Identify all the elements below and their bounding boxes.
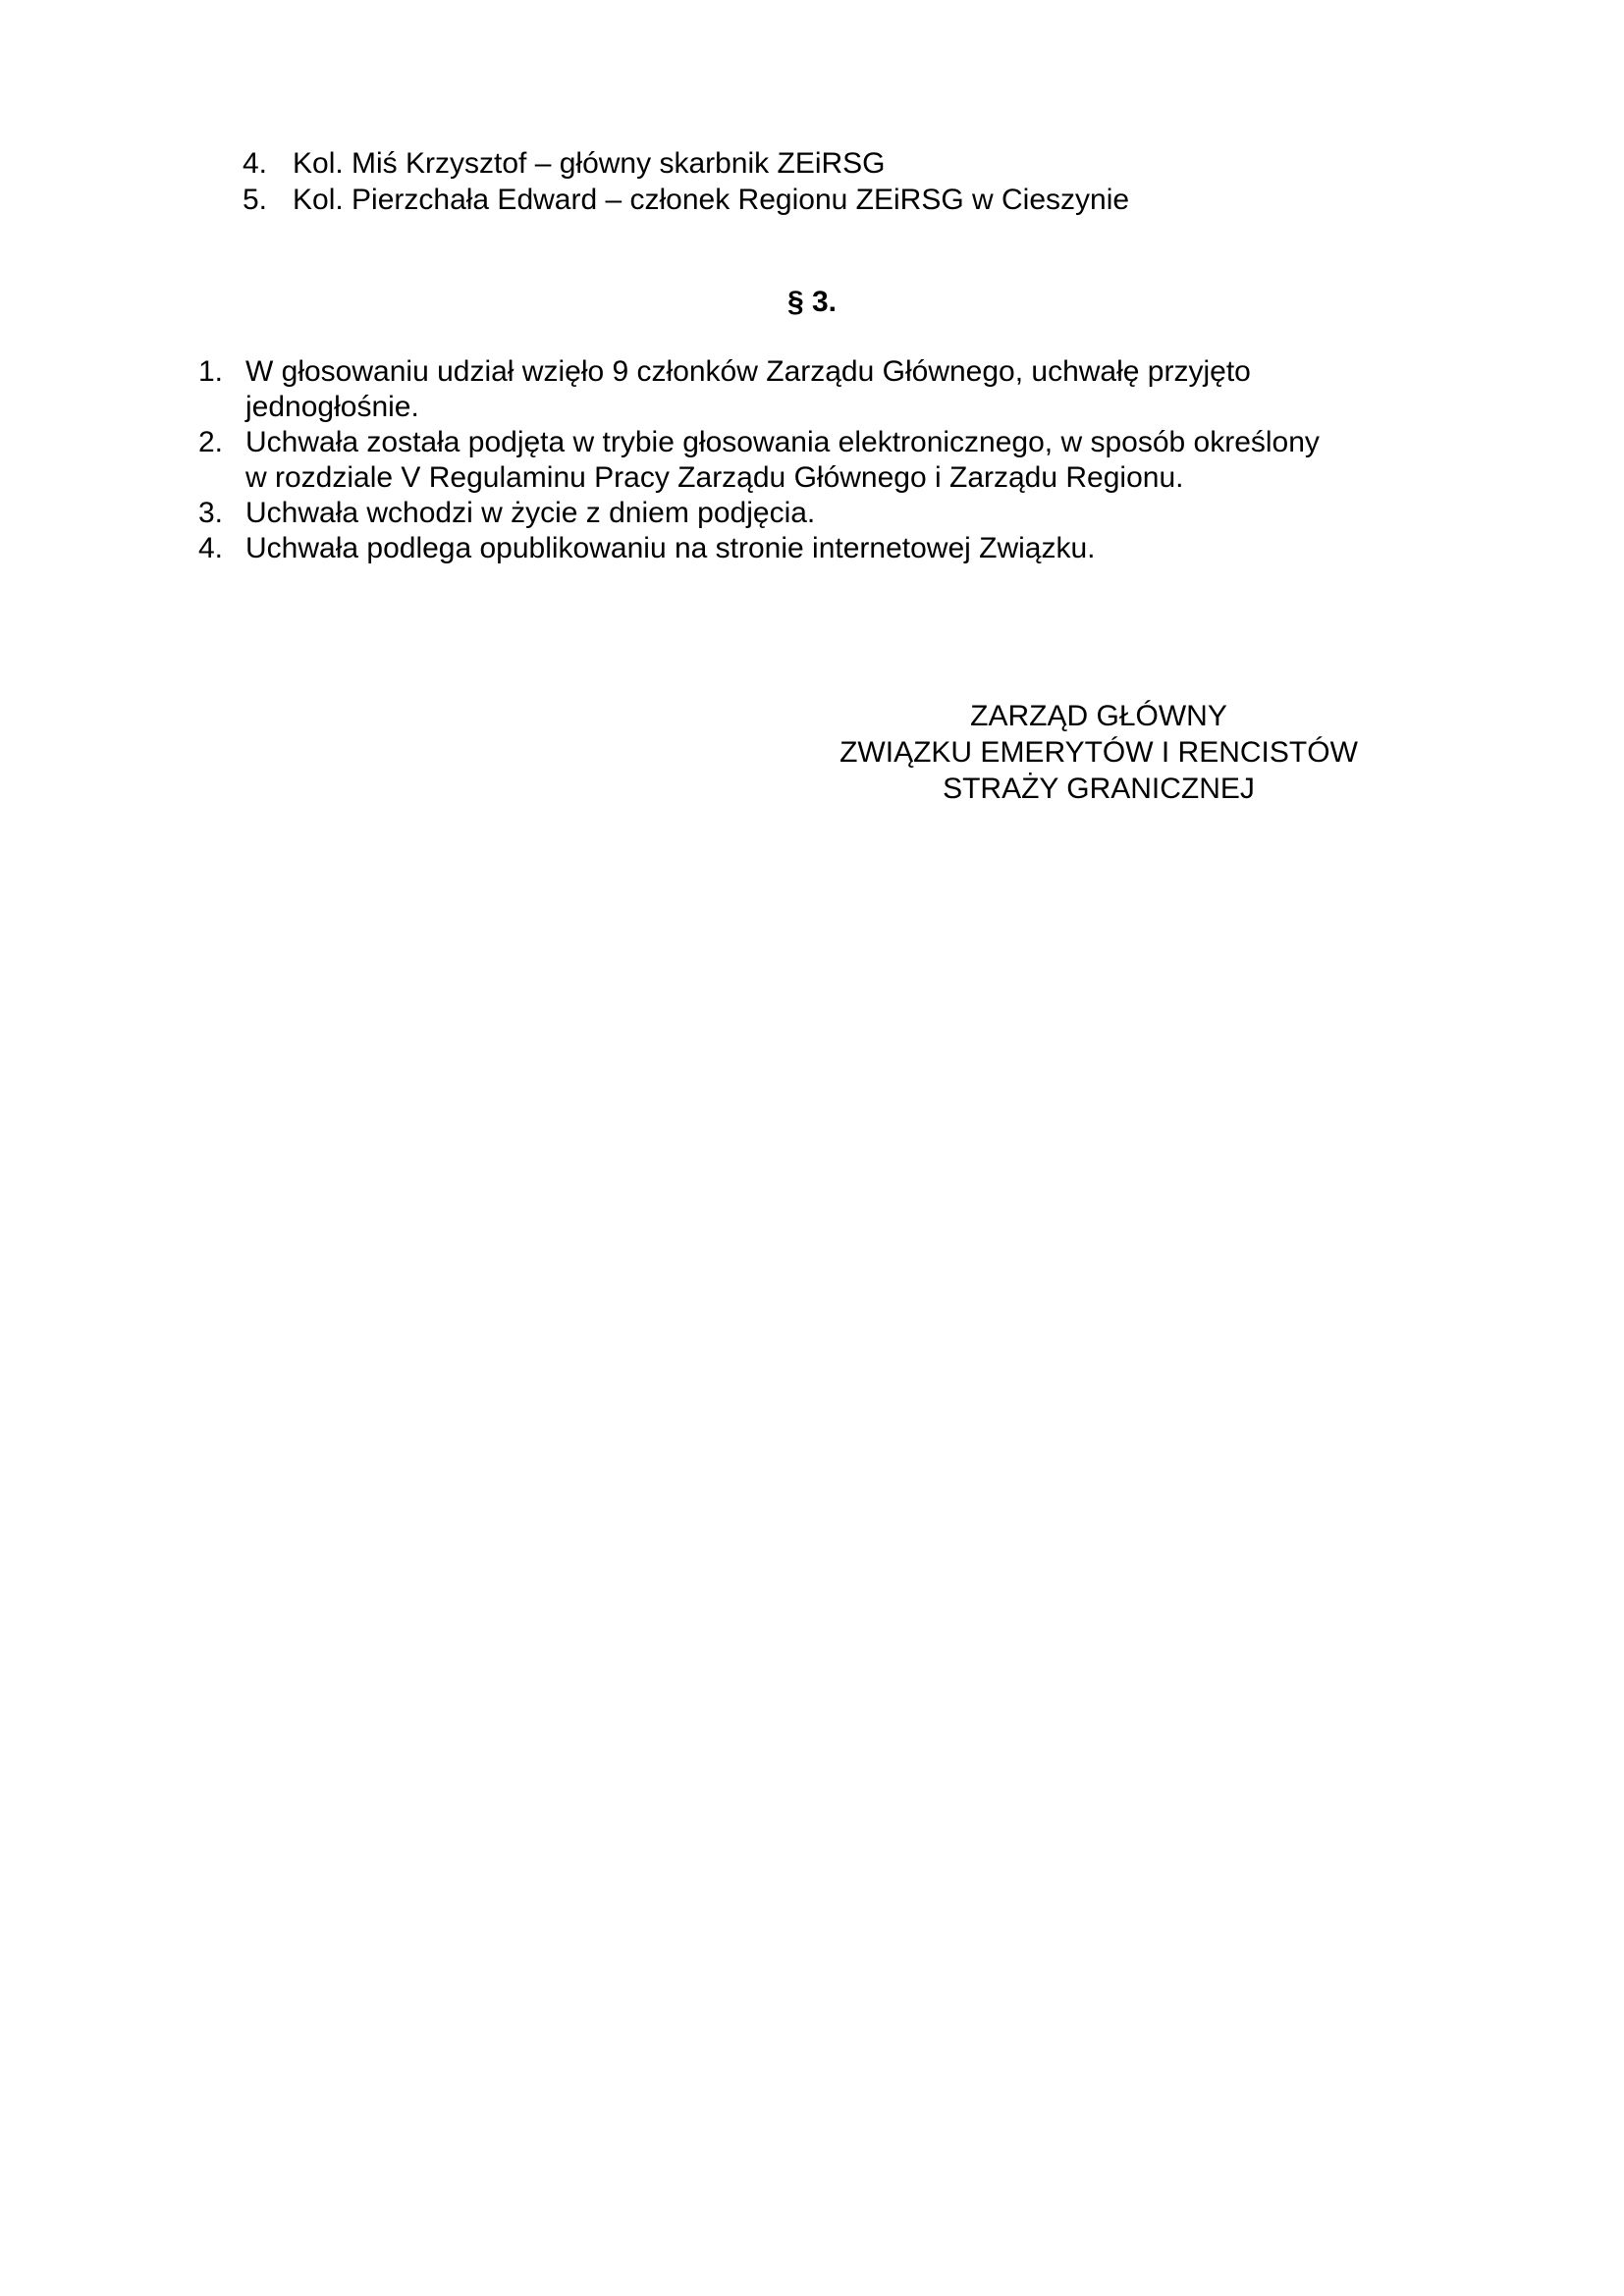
signature-line: ZWIĄZKU EMERYTÓW I RENCISTÓW	[839, 736, 1358, 769]
list-item-line: Uchwała podlega opublikowaniu na stronie internetowej Związku.	[245, 532, 1096, 564]
list-item-number: 4.	[198, 532, 224, 564]
list-item	[243, 145, 1129, 182]
list-item	[198, 496, 1320, 531]
list-item-number: 4.	[243, 147, 268, 180]
list-item-line: w rozdziale V Regulaminu Pracy Zarządu Głównego i Zarządu Regionu.	[245, 461, 1184, 494]
list-item-number: 3.	[198, 497, 224, 529]
list-item-line: Kol. Pierzchała Edward – członek Regionu ZEiRSG w Cieszynie	[293, 184, 1130, 216]
list-item	[198, 425, 1320, 496]
signature-line: STRAŻY GRANICZNEJ	[943, 773, 1255, 805]
list-item-line: Uchwała wchodzi w życie z dniem podjęcia.	[245, 497, 816, 529]
list-item	[243, 182, 1129, 218]
list-item	[198, 531, 1320, 566]
list-top	[243, 145, 1129, 218]
list-item-number: 1.	[198, 355, 224, 388]
list-main	[198, 354, 1320, 566]
signature-line: ZARZĄD GŁÓWNY	[970, 700, 1227, 732]
signature-block	[804, 698, 1393, 807]
list-item-line: Uchwała została podjęta w trybie głosowania elektronicznego, w sposób określony	[245, 426, 1320, 458]
list-item	[198, 354, 1320, 425]
list-item-line: Kol. Miś Krzysztof – główny skarbnik ZEiRSG	[293, 147, 886, 180]
list-item-line: W głosowaniu udział wzięło 9 członków Zarządu Głównego, uchwałę przyjęto	[245, 355, 1251, 388]
list-item-number: 5.	[243, 184, 268, 216]
list-item-line: jednogłośnie.	[245, 391, 419, 423]
list-item-number: 2.	[198, 426, 224, 458]
section-heading: § 3.	[786, 286, 838, 318]
